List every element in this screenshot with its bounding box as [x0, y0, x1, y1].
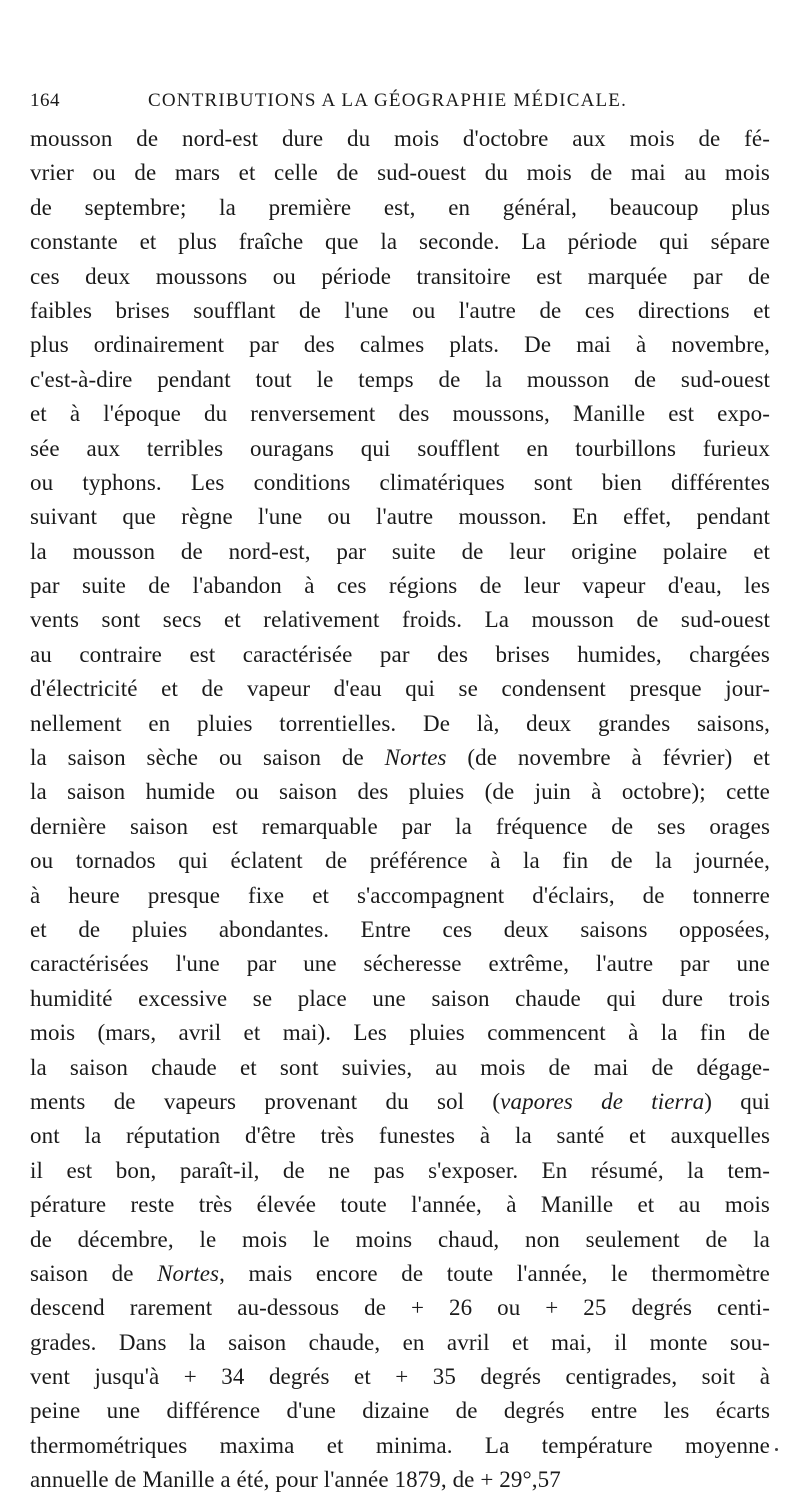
body-paragraph	[30, 122, 770, 1498]
text-line: ont la réputation d'être très funestes à la santé et auxquelles	[30, 1123, 770, 1149]
text-line: vent jusqu'à + 34 degrés et + 35 degrés centigrades, soit à	[30, 1364, 770, 1390]
text-line: faibles brises soufflant de l'une ou l'autre de ces directions et	[30, 297, 770, 323]
text-line: la saison humide ou saison des pluies (de juin à octobre); cette	[30, 779, 770, 805]
text-line: la mousson de nord-est, par suite de leur origine polaire et	[30, 538, 770, 564]
text-line: nellement en pluies torrentielles. De là, deux grandes saisons,	[30, 710, 770, 736]
text-line: d'électricité et de vapeur d'eau qui se condensent presque jour-	[30, 676, 770, 702]
print-speck	[775, 1448, 778, 1451]
text-line: il est bon, paraît-il, de ne pas s'exposer. En résumé, la tem-	[30, 1157, 770, 1183]
text-line: ou tornados qui éclatent de préférence à la fin de la journée,	[30, 848, 770, 874]
text-line: c'est-à-dire pendant tout le temps de la mousson de sud-ouest	[30, 366, 770, 392]
italic-term: Nortes	[384, 745, 447, 771]
text-line: ments de vapeurs provenant du sol (vapores de tierra) qui	[30, 1088, 770, 1114]
text-line: pérature reste très élevée toute l'année, à Manille et au mois	[30, 1192, 770, 1218]
text-line: vents sont secs et relativement froids. La mousson de sud-ouest	[30, 607, 770, 633]
text-line: mois (mars, avril et mai). Les pluies commencent à la fin de	[30, 1020, 770, 1046]
text-line: descend rarement au-dessous de + 26 ou + 25 degrés centi-	[30, 1295, 770, 1321]
text-line: saison de Nortes, mais encore de toute l'année, le thermomètre	[30, 1260, 770, 1286]
text-line: grades. Dans la saison chaude, en avril et mai, il monte sou-	[30, 1329, 770, 1355]
text-line: la saison chaude et sont suivies, au mois de mai de dégage-	[30, 1054, 770, 1080]
running-head	[30, 90, 770, 116]
text-line: plus ordinairement par des calmes plats. De mai à novembre,	[30, 332, 770, 358]
italic-term: vapores de tierra	[500, 1088, 705, 1114]
text-line: à heure presque fixe et s'accompagnent d'éclairs, de tonnerre	[30, 882, 770, 908]
text-line: la saison sèche ou saison de Nortes (de novembre à février) et	[30, 745, 770, 771]
text-line: de septembre; la première est, en général, beaucoup plus	[30, 194, 770, 220]
text-line: mousson de nord-est dure du mois d'octobre aux mois de fé-	[30, 126, 770, 151]
text-line: sée aux terribles ouragans qui soufflent en tourbillons furieux	[30, 435, 770, 461]
page-number: 164	[30, 90, 60, 111]
text-line: caractérisées l'une par une sécheresse extrême, l'autre par une	[30, 951, 770, 977]
text-line: ces deux moussons ou période transitoire est marquée par de	[30, 263, 770, 289]
text-line: ou typhons. Les conditions climatériques sont bien différentes	[30, 469, 770, 495]
text-line: humidité excessive se place une saison chaude qui dure trois	[30, 985, 770, 1011]
text-line: peine une différence d'une dizaine de degrés entre les écarts	[30, 1398, 770, 1424]
text-line: et de pluies abondantes. Entre ces deux saisons opposées,	[30, 916, 770, 942]
text-line: et à l'époque du renversement des moussons, Manille est expo-	[30, 401, 770, 427]
italic-term: Nortes	[157, 1260, 220, 1286]
text-line: par suite de l'abandon à ces régions de leur vapeur d'eau, les	[30, 573, 770, 599]
text-line: au contraire est caractérisée par des brises humides, chargées	[30, 641, 770, 667]
text-line: vrier ou de mars et celle de sud-ouest du mois de mai au mois	[30, 160, 770, 186]
text-line: annuelle de Manille a été, pour l'année 1879, de + 29°,57	[30, 1467, 561, 1493]
text-line: thermométriques maxima et minima. La température moyenne	[30, 1432, 770, 1458]
text-line: constante et plus fraîche que la seconde. La période qui sépare	[30, 229, 770, 255]
text-line: suivant que règne l'une ou l'autre mousson. En effet, pendant	[30, 504, 770, 530]
text-line: de décembre, le mois le moins chaud, non seulement de la	[30, 1226, 770, 1252]
running-title: CONTRIBUTIONS A LA GÉOGRAPHIE MÉDICALE.	[148, 90, 628, 111]
text-line: dernière saison est remarquable par la fréquence de ses orages	[30, 813, 770, 839]
